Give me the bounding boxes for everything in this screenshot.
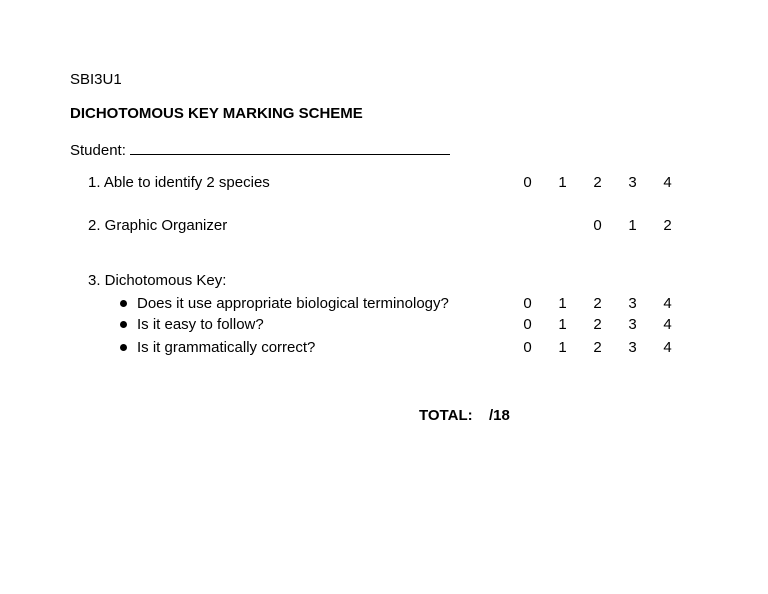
- total-value: /18: [489, 407, 510, 424]
- score-option: 0: [523, 174, 532, 191]
- criterion-3-subitem-1-scores: [510, 295, 685, 313]
- score-option: 1: [558, 316, 567, 333]
- score-option: 3: [628, 295, 637, 312]
- criterion-3-subitem-1: [120, 295, 449, 313]
- total-label: TOTAL:: [419, 407, 473, 424]
- bullet-icon: [120, 344, 127, 351]
- bullet-icon: [120, 300, 127, 307]
- score-option: 1: [558, 174, 567, 191]
- criterion-1-scores: [510, 174, 685, 192]
- score-option: 2: [593, 316, 602, 333]
- score-option: 3: [628, 339, 637, 356]
- subitem-label: Is it easy to follow?: [137, 316, 264, 333]
- student-name-blank: [130, 140, 450, 155]
- subitem-label: Is it grammatically correct?: [137, 339, 316, 356]
- score-option: 4: [663, 174, 672, 191]
- criterion-3-subitem-2: [120, 316, 264, 334]
- bullet-icon: [120, 321, 127, 328]
- score-option: 2: [593, 174, 602, 191]
- subitem-label: Does it use appropriate biological terminology?: [137, 295, 449, 312]
- criterion-3-subitem-2-scores: [510, 316, 685, 334]
- score-option: 0: [523, 295, 532, 312]
- score-option: 1: [558, 295, 567, 312]
- score-option: 4: [663, 339, 672, 356]
- score-option: 0: [523, 316, 532, 333]
- course-code: SBI3U1: [70, 71, 122, 88]
- score-option: 2: [593, 339, 602, 356]
- score-option: 4: [663, 316, 672, 333]
- score-option: 4: [663, 295, 672, 312]
- criterion-3-subitem-3: [120, 339, 315, 357]
- score-option: 2: [593, 295, 602, 312]
- score-option: 3: [628, 316, 637, 333]
- score-option: 2: [663, 217, 672, 234]
- document-title: DICHOTOMOUS KEY MARKING SCHEME: [70, 105, 363, 122]
- criterion-2-label: 2. Graphic Organizer: [88, 217, 228, 234]
- score-option: 3: [628, 174, 637, 191]
- student-name-row: [70, 140, 450, 160]
- criterion-3-subitem-3-scores: [510, 339, 685, 357]
- criterion-3-label: 3. Dichotomous Key:: [88, 272, 227, 289]
- score-option: 0: [523, 339, 532, 356]
- criterion-1-label: 1. Able to identify 2 species: [88, 174, 270, 191]
- criterion-2-scores: [580, 217, 685, 235]
- score-option: 1: [558, 339, 567, 356]
- student-label: Student:: [70, 142, 126, 159]
- score-option: 1: [628, 217, 637, 234]
- score-option: 0: [593, 217, 602, 234]
